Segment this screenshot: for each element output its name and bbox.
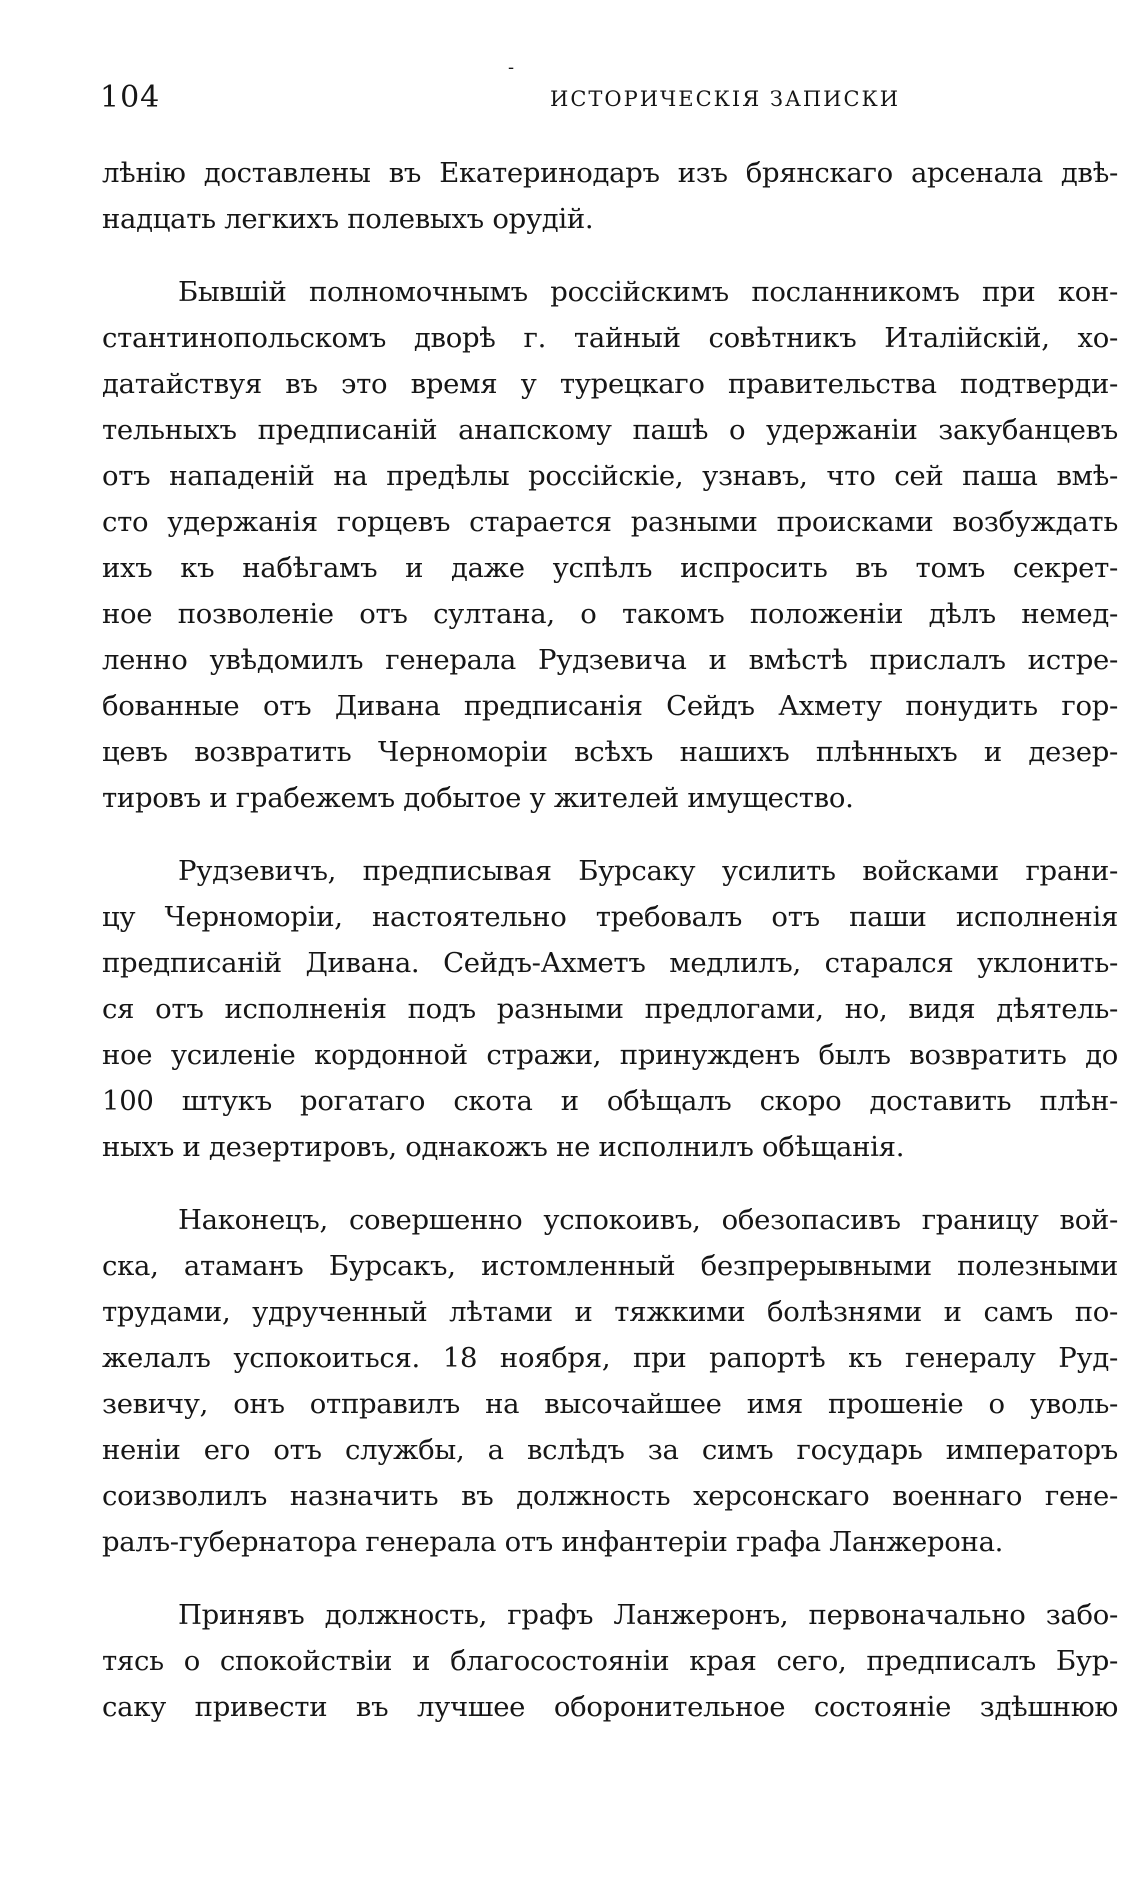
text-line: ное усиленіе кордонной стражи, принужденъ былъ возвратить до — [102, 1039, 1118, 1071]
paragraph — [102, 150, 1118, 242]
text-line: цу Черноморіи, настоятельно требовалъ отъ паши исполненія — [102, 901, 1118, 933]
page-number: 104 — [100, 80, 161, 115]
text-line: ихъ къ набѣгамъ и даже успѣлъ испросить въ томъ секрет- — [102, 552, 1118, 584]
text-line: стантинопольскомъ дворѣ г. тайный совѣтникъ Италійскій, хо- — [102, 322, 1118, 354]
text-line: надцать легкихъ полевыхъ орудій. — [102, 203, 594, 235]
running-title: ИСТОРИЧЕСКІЯ ЗАПИСКИ — [550, 87, 901, 111]
text-line: ся отъ исполненія подъ разными предлогами, но, видя дѣятель- — [102, 993, 1118, 1025]
text-line: сто удержанія горцевъ старается разными происками возбуждать — [102, 506, 1118, 538]
text-line: цевъ возвратить Черноморіи всѣхъ нашихъ плѣнныхъ и дезер- — [102, 736, 1118, 768]
text-line: трудами, удрученный лѣтами и тяжкими болѣзнями и самъ по- — [102, 1296, 1118, 1328]
text-line: ралъ-губернатора генерала отъ инфантеріи графа Ланжерона. — [102, 1526, 1004, 1558]
text-line: Бывшій полномочнымъ россійскимъ посланникомъ при кон- — [178, 276, 1118, 308]
text-line: ное позволеніе отъ султана, о такомъ положеніи дѣлъ немед- — [102, 598, 1118, 630]
text-line: тировъ и грабежемъ добытое у жителей имущество. — [102, 782, 854, 814]
text-line: желалъ успокоиться. 18 ноября, при рапортѣ къ генералу Руд- — [102, 1342, 1118, 1374]
text-line: лѣнію доставлены въ Екатеринодаръ изъ брянскаго арсенала двѣ- — [102, 157, 1118, 189]
paragraph — [102, 1592, 1118, 1730]
text-line: 100 штукъ рогатаго скота и обѣщалъ скоро доставить плѣн- — [102, 1085, 1118, 1117]
text-line: предписаній Дивана. Сейдъ-Ахметъ медлилъ, старался уклонить- — [102, 947, 1118, 979]
text-line: зевичу, онъ отправилъ на высочайшее имя прошеніе о уволь- — [102, 1388, 1118, 1420]
text-line: Наконецъ, совершенно успокоивъ, обезопасивъ границу вой- — [178, 1204, 1118, 1236]
text-line: неніи его отъ службы, а вслѣдъ за симъ государь императоръ — [102, 1434, 1118, 1466]
text-line: бованные отъ Дивана предписанія Сейдъ Ахмету понудить гор- — [102, 690, 1118, 722]
text-line: ска, атаманъ Бурсакъ, истомленный безпрерывными полезными — [102, 1250, 1118, 1282]
body-text — [102, 150, 1118, 1757]
paragraph — [102, 848, 1118, 1170]
text-line: отъ нападеній на предѣлы россійскіе, узнавъ, что сей паша вмѣ- — [102, 460, 1118, 492]
text-line: саку привести въ лучшее оборонительное состояніе здѣшнюю — [102, 1691, 1118, 1723]
text-line: тясь о спокойствіи и благосостояніи края сего, предписалъ Бур- — [102, 1645, 1118, 1677]
text-line: соизволилъ назначить въ должность херсонскаго военнаго гене- — [102, 1480, 1118, 1512]
paragraph — [102, 1197, 1118, 1565]
text-line: Принявъ должность, графъ Ланжеронъ, первоначально забо- — [178, 1599, 1118, 1631]
page-header — [100, 57, 1118, 118]
paragraph — [102, 269, 1118, 821]
text-line: Рудзевичъ, предписывая Бурсаку усилить войсками грани- — [178, 855, 1118, 887]
text-line: ныхъ и дезертировъ, однакожъ не исполнилъ обѣщанія. — [102, 1131, 905, 1163]
text-line: тельныхъ предписаній анапскому пашѣ о удержаніи закубанцевъ — [102, 414, 1118, 446]
text-line: датайствуя въ это время у турецкаго правительства подтверди- — [102, 368, 1118, 400]
header-mark: - — [508, 57, 515, 78]
text-line: ленно увѣдомилъ генерала Рудзевича и вмѣстѣ прислалъ истре- — [102, 644, 1118, 676]
